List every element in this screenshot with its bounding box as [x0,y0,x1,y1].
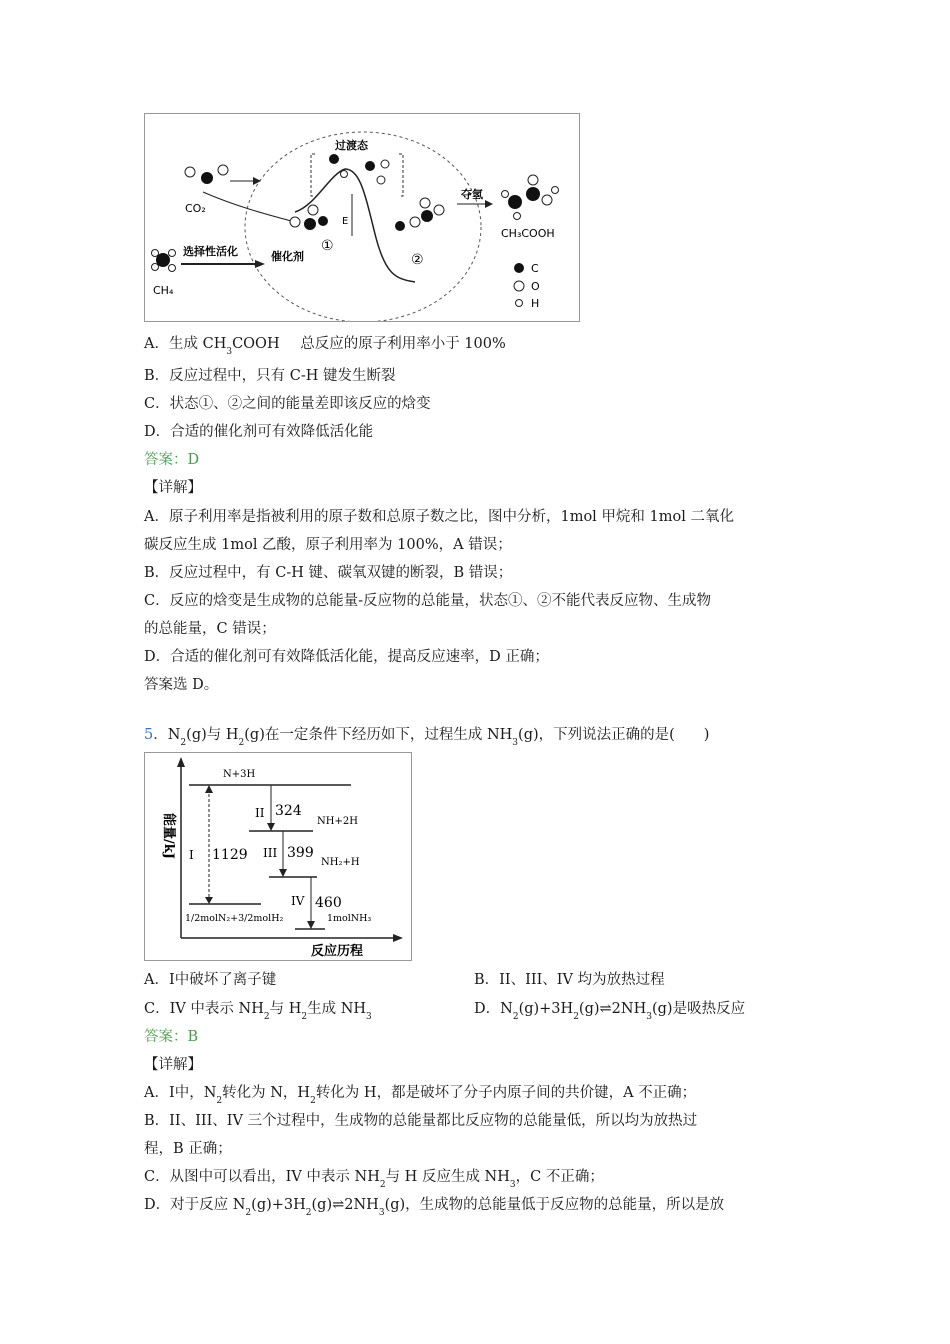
transition-state-label: 过渡态 [335,139,368,152]
q5-stem: 5．$N_2(g)$与 $H_2(g)$在一定条件下经历如下，过程生成 $NH_3(g)$，下列说法正确的是( ) [144,727,710,748]
q5-answer: 答案：B [144,1029,199,1045]
step-i-value: 1129 [212,847,248,863]
q5-explanation-b-line2: 程，B 正确； [144,1141,232,1157]
q5-explanation-c: C．从图中可以看出，IV 中表示 $NH_2$与 H 反应生成 $NH_3$，C 不正确； [144,1169,604,1190]
x-axis-label: 反应历程 [311,944,364,959]
q4-conclusion: 答案选 D。 [144,677,219,693]
q4-option-a: A．生成 $CH_3COOH$ 总反应的原子利用率小于 100% [144,336,506,357]
q5-explanation-b-line1: B．II、III、IV 三个过程中，生成物的总能量都比反应物的总能量低，所以均为放热过 [144,1113,698,1129]
catalyst-region-circle [245,132,481,321]
level-top-label: N+3H [223,769,256,780]
reaction-mechanism-figure [144,113,580,322]
q4-explanation-a-line1: A．原子利用率是指被利用的原子数和总原子数之比，图中分析，1mol 甲烷和 1mol 二氧化 [144,509,734,525]
legend-o: O [531,280,540,293]
transition-state-bracket [311,154,403,196]
q4-explanation-c-line1: C．反应的焓变是生成物的总能量-反应物的总能量，状态①、②不能代表反应物、生成物 [144,593,711,609]
q5-explanation-a: A．I中，$N_2$转化为 N，$H_2$转化为 H，都是破坏了分子内原子间的共价键，A 不正确； [144,1085,697,1106]
step-ii-label: II [255,806,265,820]
q4-option-c: C．状态①、②之间的能量差即该反应的焓变 [144,396,431,412]
q5-number: 5 [144,727,154,743]
q4-explanation-d: D．合适的催化剂可有效降低活化能，提高反应速率，D 正确； [144,649,549,665]
step-iii-label: III [263,846,278,860]
q5-explanation-d: D．对于反应 $N_2(g)+3H_2(g)\rightleftharpoons 2NH_3(g)$，生成物的总能量低于反应物的总能量，所以是放 [144,1197,725,1218]
q5-option-a: A．I中破坏了离子键 [144,972,277,988]
step-iii-value: 399 [287,845,314,861]
product-label: CH₃COOH [501,227,555,240]
level-end-label: 1molNH₃ [327,913,372,924]
state-2-label: ② [411,252,424,268]
q4-explanation-c-line2: 的总能量，C 错误； [144,621,276,637]
q4-explanation-b: B．反应过程中，有 C-H 键、碳氧双键的断裂，B 错误； [144,565,513,581]
q5-option-d: D．$N_2(g)+3H_2(g)\rightleftharpoons 2NH_3(g)$是吸热反应 [474,1001,746,1022]
q4-answer: 答案：D [144,452,200,468]
co2-label: CO₂ [185,202,206,215]
legend-c: C [531,262,539,275]
q4-detail-heading: 【详解】 [144,480,202,496]
q5-detail-heading: 【详解】 [144,1057,202,1073]
step-i-label: I [189,848,194,862]
q5-option-c: C．IV 中表示 $NH_2$与 $H_2$生成 $NH_3$ [144,1001,372,1022]
level-start-label: 1/2molN₂+3/2molH₂ [185,913,284,924]
activation-energy-label: E [342,216,349,227]
catalyst-label: 催化剂 [271,250,304,263]
step-ii-value: 324 [275,803,302,819]
q4-option-d: D．合适的催化剂可有效降低活化能 [144,424,374,440]
level-nh-label: NH+2H [317,816,358,827]
q4-option-b: B．反应过程中，只有 C-H 键发生断裂 [144,368,396,384]
h-capture-label: 夺氢 [461,188,483,201]
legend-h: H [531,297,540,310]
state-1-label: ① [321,238,334,254]
selective-activation-label: 选择性活化 [183,245,238,258]
step-iv-value: 460 [315,895,342,911]
ch4-label: CH₄ [153,284,174,297]
y-axis-label: 能量/kJ [161,813,176,859]
q5-option-b: B．II、III、IV 均为放热过程 [474,972,665,988]
q4-explanation-a-line2: 碳反应生成 1mol 乙酸，原子利用率为 100%，A 错误； [144,537,512,553]
energy-diagram-figure [144,752,412,961]
level-nh2-label: NH₂+H [321,857,360,868]
step-iv-label: IV [291,894,305,908]
